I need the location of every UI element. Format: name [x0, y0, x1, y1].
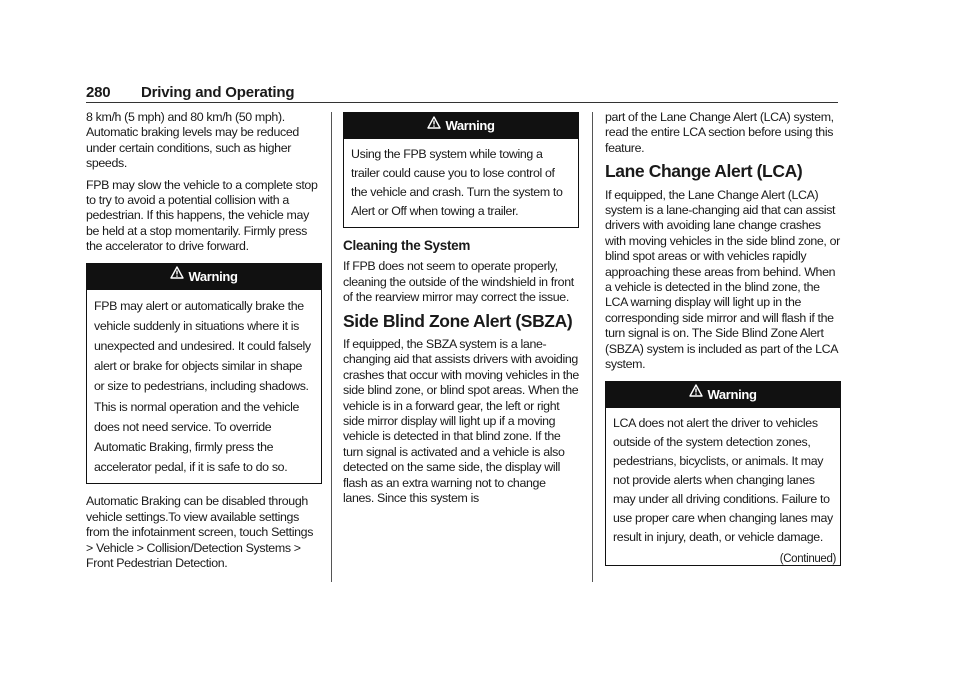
paragraph: part of the Lane Change Alert (LCA) system, read the entire LCA section before using this feature. [605, 110, 834, 155]
warning-header [344, 113, 578, 139]
warning-header [87, 264, 321, 290]
warning-body: FPB may alert or automatically brake the vehicle suddenly in situations where it is unexpected and undesired. It could falsely alert or brake for objects similar in shape or size to pedestrians, including shadows. This is normal operation and the vehicle does not need service. To override Automatic Braking, firmly press the accelerator pedal, if it is safe to do so. [94, 298, 311, 475]
column-2 [343, 110, 579, 513]
warning-body: LCA does not alert the driver to vehicles outside of the system detection zones, pedestrians, bicyclists, or animals. It may not provide alerts when changing lanes may under all driving conditions. Failure to use proper care when changing lanes may result in injury, death, or vehicle damage. [613, 415, 833, 544]
header-rule [86, 102, 838, 103]
warning-triangle-icon [689, 380, 703, 406]
warning-triangle-icon [170, 262, 184, 288]
column-3 [605, 110, 841, 576]
column-1 [86, 110, 322, 578]
paragraph: FPB may slow the vehicle to a complete stop to try to avoid a potential collision with a pedestrian. If this happens, the vehicle may be held at a stop momentarily. Firmly press the accelerator to drive forward. [86, 177, 318, 254]
paragraph: If equipped, the Lane Change Alert (LCA) system is a lane-changing aid that can assist drivers with avoiding lane change crashes with moving vehicles in the side blind zone, or blind spot areas or with vehicles rapidly approaching these areas from behind. When a vehicle is detected in the blind zone, the LCA warning display will light up in the corresponding side mirror and will flash if the turn signal is on. The Side Blind Zone Alert (SBZA) system is included as part of the LCA system. [605, 187, 840, 372]
paragraph: If FPB does not seem to operate properly, cleaning the outside of the windshield in front of the rearview mirror may correct the issue. [343, 259, 574, 305]
warning-box [86, 263, 322, 485]
paragraph: If equipped, the SBZA system is a lane-changing aid that assists drivers with avoiding crashes that occur with moving vehicles in the side blind zone, or blind spot areas. When the vehicle is in a forward gear, the left or right side mirror display will light up if a moving vehicle is detected in that blind zone. If the turn signal is activated and a vehicle is also detected on the same side, the display will flash as an extra warning not to change lanes. Since this system is [343, 337, 579, 506]
warning-box [605, 381, 841, 566]
heading-sbza: Side Blind Zone Alert (SBZA) [343, 310, 573, 331]
heading-lca: Lane Change Alert (LCA) [605, 161, 803, 182]
warning-title: Warning [445, 118, 495, 133]
column-divider [331, 112, 332, 582]
warning-title: Warning [707, 386, 757, 402]
warning-title: Warning [188, 268, 238, 284]
paragraph: Automatic Braking can be disabled through vehicle settings.To view available settings from the infotainment screen, touch Settings > Vehicle > Collision/Detection Systems > Front Pedestrian Detection. [86, 494, 314, 571]
subheading-cleaning: Cleaning the System [343, 238, 471, 253]
warning-triangle-icon [427, 112, 441, 138]
warning-box [343, 112, 579, 228]
paragraph: 8 km/h (5 mph) and 80 km/h (50 mph). Automatic braking levels may be reduced under certain conditions, such as higher speeds. [86, 110, 299, 171]
page-header [86, 84, 838, 104]
continued-label: (Continued) [779, 552, 836, 565]
warning-body: Using the FPB system while towing a trailer could cause you to lose control of the vehicle and crash. Turn the system to Alert or Off when towing a trailer. [351, 147, 563, 218]
section-title: Driving and Operating [141, 84, 295, 101]
column-divider [592, 112, 593, 582]
page-number: 280 [86, 84, 111, 101]
warning-header [606, 382, 840, 408]
